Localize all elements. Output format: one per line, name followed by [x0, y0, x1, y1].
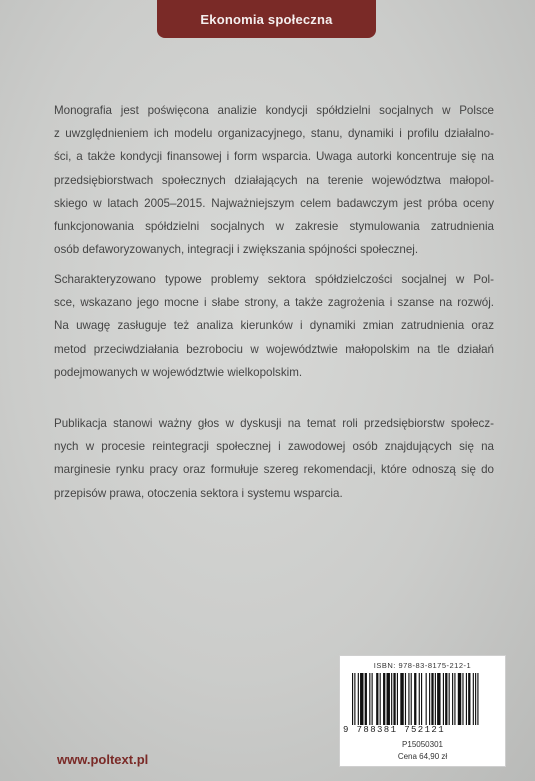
blurb-paragraph-1 — [54, 99, 494, 261]
product-code: P15050301 — [402, 740, 443, 749]
publisher-website: www.poltext.pl — [57, 752, 149, 767]
blurb-line: z uwzględnieniem ich modelu organizacyjnego, stanu, dynamiki i profilu działalno- — [54, 127, 494, 141]
price-label: Cena 64,90 zł — [397, 752, 448, 761]
blurb-line: marginesie rynku pracy oraz formułuje szereg rekomendacji, które odnoszą się do — [54, 463, 494, 477]
blurb-line: funkcjonowania spółdzielni socjalnych w zakresie stymulowania zatrudnienia — [54, 220, 494, 234]
blurb-line: osób defaworyzowanych, integracji i zwiększania spójności społecznej. — [54, 243, 419, 257]
blurb-line: Publikacja stanowi ważny głos w dyskusji na temat roli przedsiębiorstw społecz- — [54, 417, 494, 430]
blurb-line: ści, a także kondycji finansowej i form wsparcia. Uwaga autorki koncentruje się na — [54, 150, 494, 164]
barcode-icon — [352, 673, 495, 725]
blurb-line: sce, wskazano jego mocne i słabe strony, a także zagrożenia i szanse na rozwój. — [54, 296, 494, 310]
blurb-line: nych w procesie reintegracji społecznej i zawodowej osób znajdujących się na — [54, 440, 494, 454]
blurb-line: Scharakteryzowano typowe problemy sektora spółdzielczości socjalnej w Pol- — [54, 273, 494, 286]
blurb-line: przepisów prawa, otoczenia sektora i systemu wsparcia. — [54, 486, 343, 500]
blurb-paragraph-2 — [54, 268, 494, 384]
blurb-line: skiego w latach 2005–2015. Najważniejszym celem badawczym jest próba oceny — [54, 196, 494, 210]
blurb-paragraph-3 — [54, 412, 494, 505]
blurb-line: metod przeciwdziałania bezrobociu w województwie małopolskim na tle działań — [54, 342, 494, 356]
barcode-sticker — [339, 655, 506, 767]
blurb-line: podejmowanych w województwie wielkopolskim. — [54, 365, 303, 379]
blurb-line: Na uwagę zasługuje też analiza kierunków i dynamiki zmian zatrudnienia oraz — [54, 319, 494, 333]
series-label: Ekonomia społeczna — [200, 11, 333, 27]
series-tab — [157, 0, 376, 38]
blurb-line: przedsiębiorstwach społecznych działających na terenie województwa małopol- — [54, 173, 494, 187]
isbn-text: ISBN: 978-83-8175-212-1 — [373, 661, 472, 670]
blurb-line: Monografia jest poświęcona analizie kondycji spółdzielni socjalnych w Polsce — [54, 104, 494, 117]
barcode-digits: 9 788381 752121 — [343, 725, 446, 735]
